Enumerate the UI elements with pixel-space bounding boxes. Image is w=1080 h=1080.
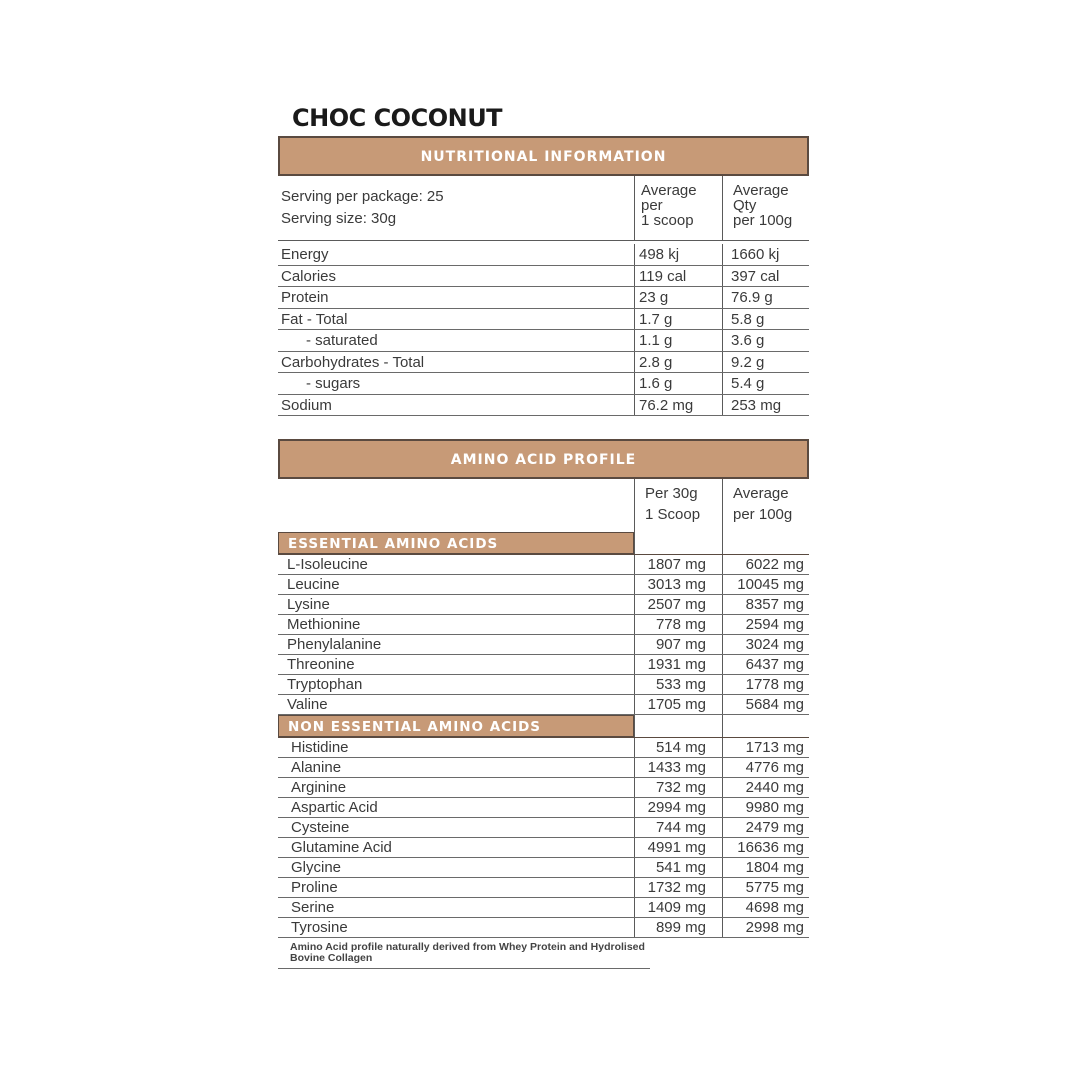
nutrition-row-calories: Calories 119 cal 397 cal: [278, 266, 809, 288]
nutritional-info-heading: NUTRITIONAL INFORMATION: [278, 136, 809, 176]
amino-row-histidine: Histidine 514 mg 1713 mg: [278, 738, 809, 758]
nutritional-rows: [278, 244, 809, 416]
product-title: CHOC COCONUT: [292, 104, 503, 132]
nutrition-row-fat-total: Fat - Total 1.7 g 5.8 g: [278, 309, 809, 331]
amino-row-glycine: Glycine 541 mg 1804 mg: [278, 858, 809, 878]
col-per-30g-header: Per 30g 1 Scoop: [634, 479, 722, 532]
amino-row-valine: Valine 1705 mg 5684 mg: [278, 695, 809, 715]
nutrition-row-saturated: - saturated 1.1 g 3.6 g: [278, 330, 809, 352]
col-per-100g-header: Average Qty per 100g: [722, 176, 809, 240]
serving-per-package: Serving per package: 25: [281, 188, 444, 205]
amino-row-threonine: Threonine 1931 mg 6437 mg: [278, 655, 809, 675]
amino-row-proline: Proline 1732 mg 5775 mg: [278, 878, 809, 898]
amino-row-lysine: Lysine 2507 mg 8357 mg: [278, 595, 809, 615]
amino-row-glutamine-acid: Glutamine Acid 4991 mg 16636 mg: [278, 838, 809, 858]
amino-header-row: [278, 479, 809, 532]
nutritional-header-row: [278, 176, 809, 241]
amino-row-leucine: Leucine 3013 mg 10045 mg: [278, 575, 809, 595]
essential-amino-rows: [278, 555, 809, 715]
nutrition-row-sugars: - sugars 1.6 g 5.4 g: [278, 373, 809, 395]
non-essential-amino-heading: NON ESSENTIAL AMINO ACIDS: [278, 715, 634, 737]
amino-row-serine: Serine 1409 mg 4698 mg: [278, 898, 809, 918]
nutritional-info-panel: [278, 136, 809, 416]
amino-acid-panel: [278, 439, 809, 969]
amino-row-tryptophan: Tryptophan 533 mg 1778 mg: [278, 675, 809, 695]
amino-row-methionine: Methionine 778 mg 2594 mg: [278, 615, 809, 635]
non-essential-amino-rows: [278, 738, 809, 938]
amino-row-alanine: Alanine 1433 mg 4776 mg: [278, 758, 809, 778]
amino-footnote: Amino Acid profile naturally derived from Whey Protein and Hydrolised Bovine Collagen: [278, 938, 650, 969]
amino-row-arginine: Arginine 732 mg 2440 mg: [278, 778, 809, 798]
nutrition-row-carbohydrates: Carbohydrates - Total 2.8 g 9.2 g: [278, 352, 809, 374]
serving-size: Serving size: 30g: [281, 210, 397, 227]
col-avg-per-100g-header: Average per 100g: [722, 479, 809, 532]
amino-acid-heading: AMINO ACID PROFILE: [278, 439, 809, 479]
nutrition-row-sodium: Sodium 76.2 mg 253 mg: [278, 395, 809, 417]
amino-row-cysteine: Cysteine 744 mg 2479 mg: [278, 818, 809, 838]
amino-row-l-isoleucine: L-Isoleucine 1807 mg 6022 mg: [278, 555, 809, 575]
amino-row-tyrosine: Tyrosine 899 mg 2998 mg: [278, 918, 809, 938]
nutrition-row-protein: Protein 23 g 76.9 g: [278, 287, 809, 309]
nutrition-row-energy: Energy 498 kj 1660 kj: [278, 244, 809, 266]
amino-row-phenylalanine: Phenylalanine 907 mg 3024 mg: [278, 635, 809, 655]
essential-amino-heading: ESSENTIAL AMINO ACIDS: [278, 532, 634, 554]
col-per-scoop-header: Average per 1 scoop: [634, 176, 722, 240]
amino-row-aspartic-acid: Aspartic Acid 2994 mg 9980 mg: [278, 798, 809, 818]
